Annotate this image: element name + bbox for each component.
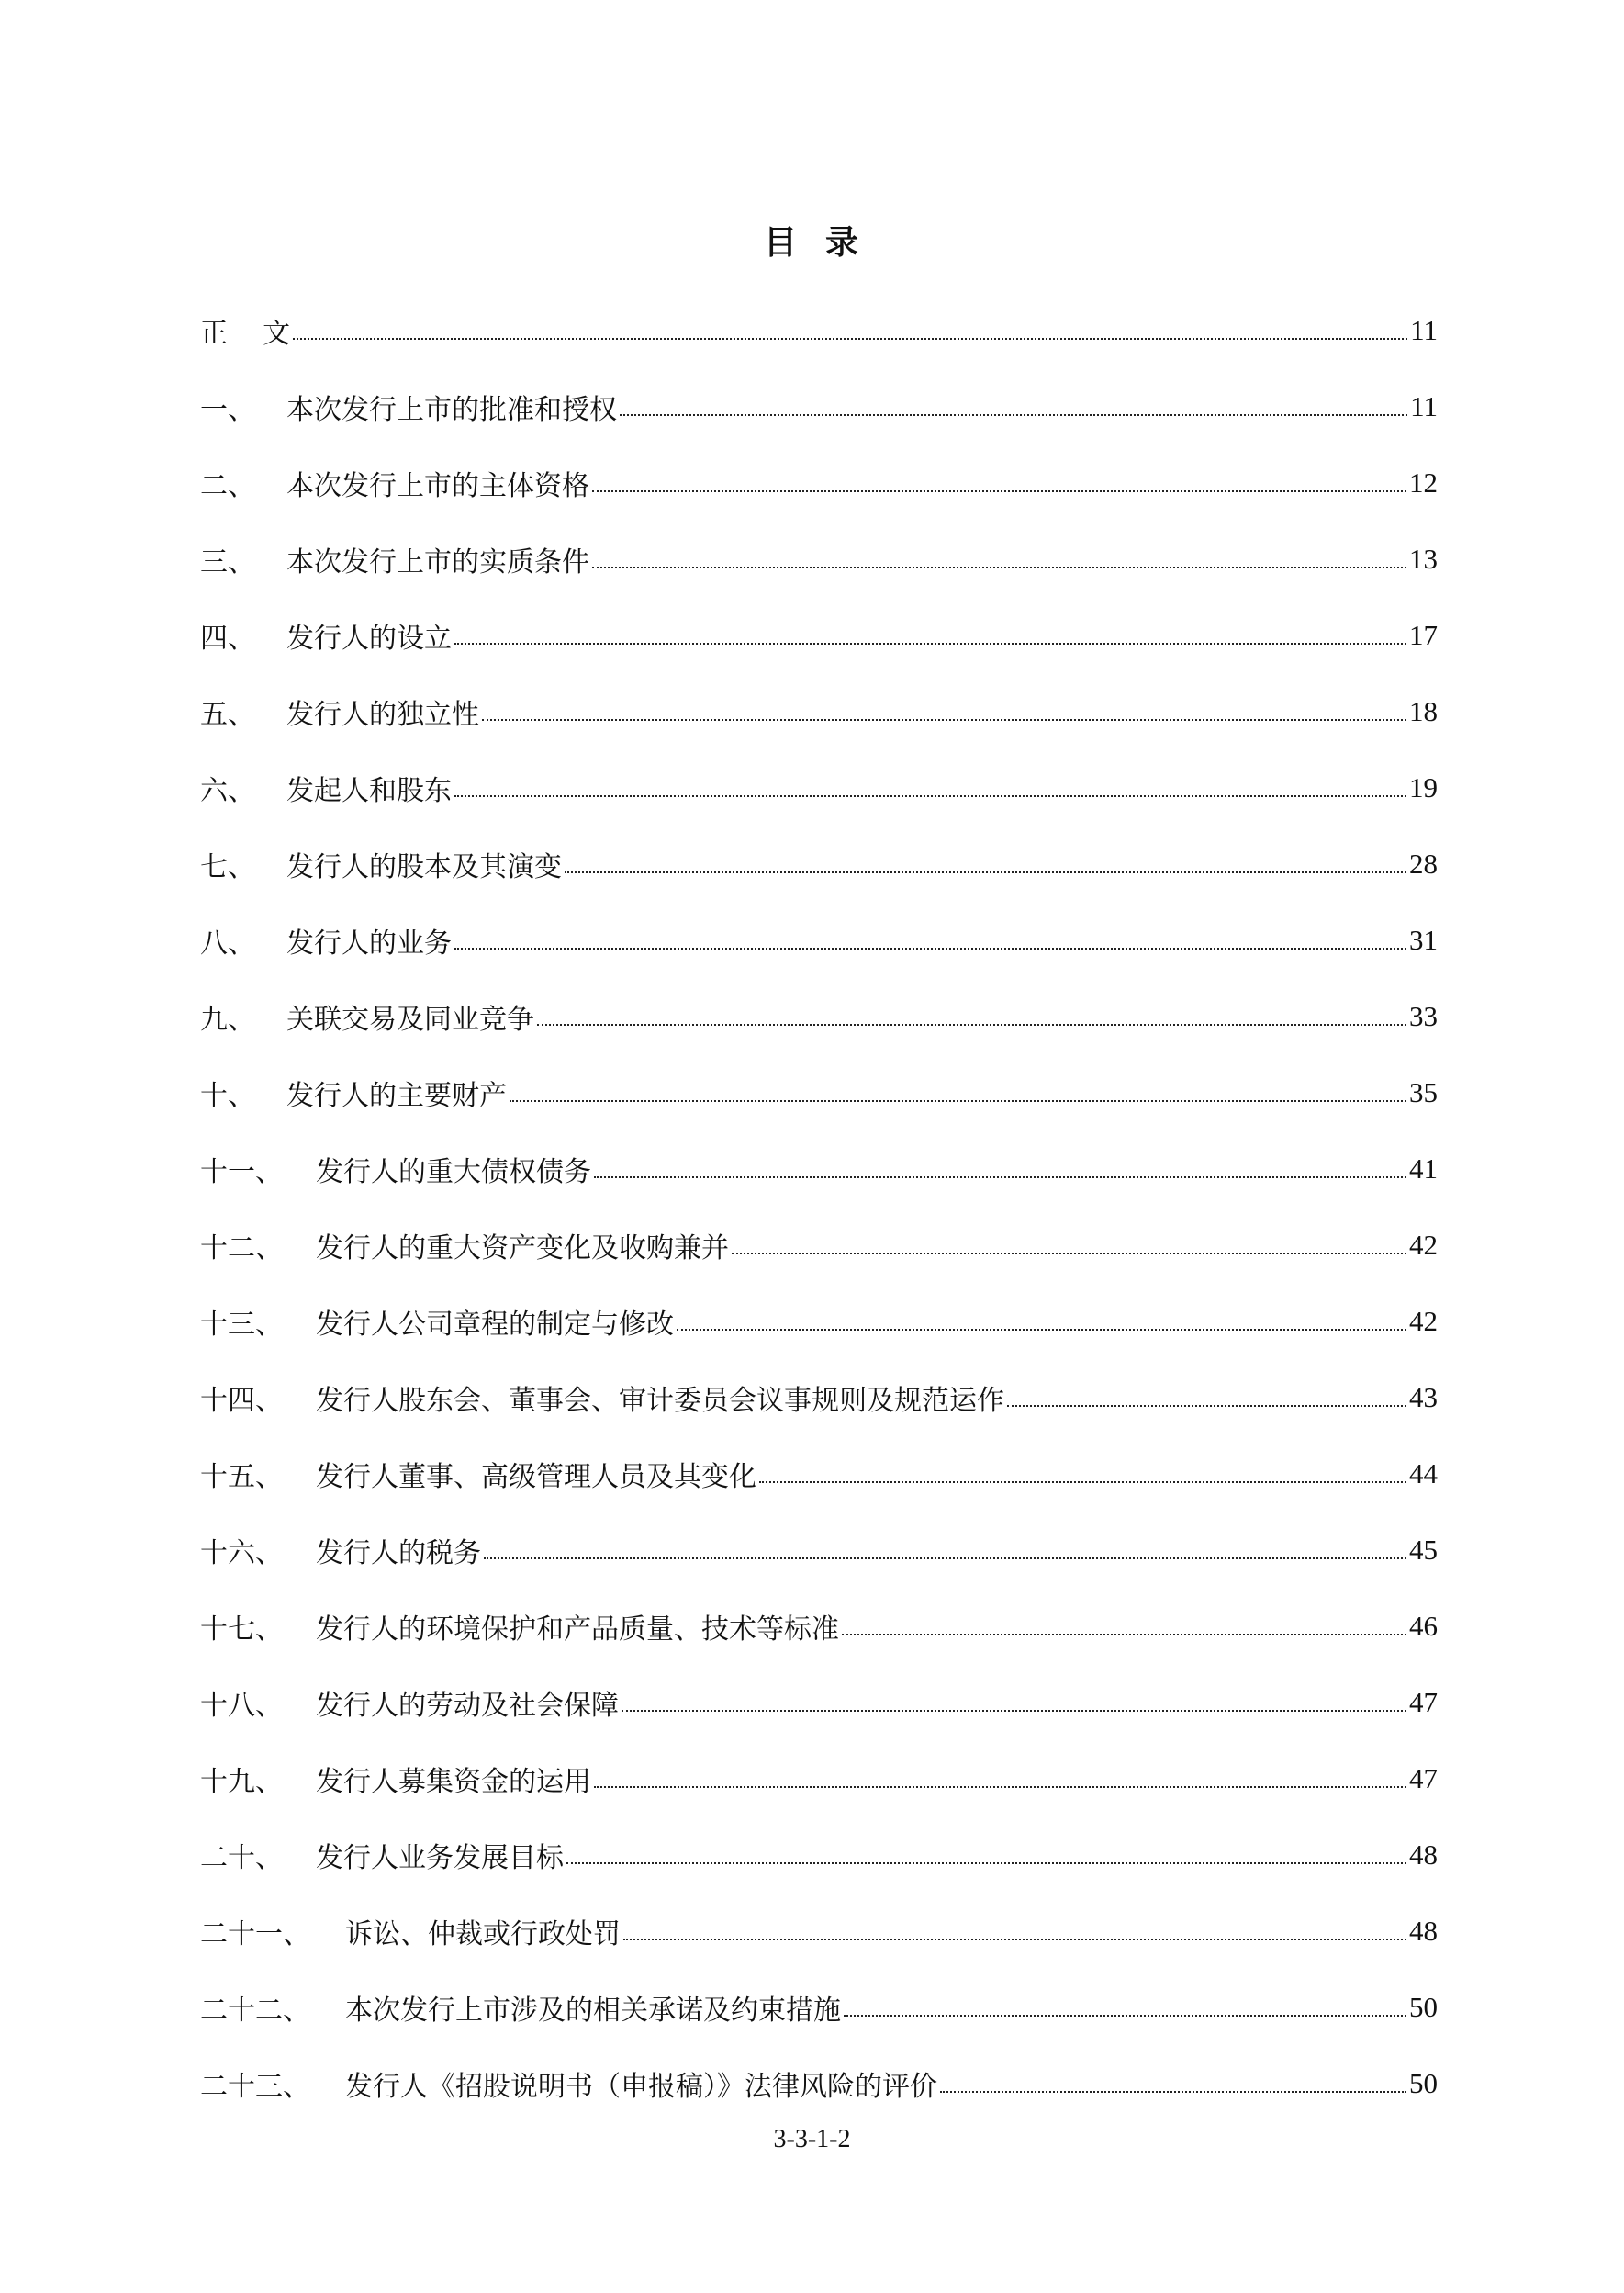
toc-entry[interactable] (200, 1664, 1438, 1740)
table-of-contents (200, 292, 1438, 2121)
toc-entry-page: 19 (1409, 770, 1438, 804)
dot-leader (484, 1557, 1406, 1559)
toc-entry-page: 47 (1409, 1685, 1438, 1718)
dot-leader (566, 1862, 1406, 1864)
toc-entry[interactable] (200, 444, 1438, 521)
toc-entry-title: 发行人业务发展目标 (316, 1841, 564, 1874)
dot-leader (622, 1710, 1406, 1712)
toc-entry-number: 二十一、 (200, 1917, 310, 1950)
toc-entry-title: 本次发行上市的批准和授权 (286, 393, 617, 426)
toc-entry-page: 46 (1409, 1609, 1438, 1642)
toc-entry-number: 十三、 (200, 1308, 283, 1341)
dot-leader (510, 1100, 1406, 1102)
toc-entry-title: 诉讼、仲裁或行政处罚 (345, 1917, 621, 1950)
toc-entry[interactable] (200, 1435, 1438, 1512)
toc-entry-number: 十二、 (200, 1231, 283, 1265)
toc-entry[interactable] (200, 292, 1438, 368)
toc-entry-page: 11 (1410, 389, 1438, 422)
dot-leader (454, 948, 1406, 950)
toc-entry[interactable] (200, 826, 1438, 902)
toc-entry-number: 一、 (200, 393, 255, 426)
toc-entry-title: 发行人的税务 (316, 1536, 481, 1569)
dot-leader (565, 871, 1406, 873)
dot-leader (623, 1939, 1406, 1940)
toc-entry-page: 50 (1409, 1990, 1438, 2023)
toc-entry-page: 35 (1409, 1075, 1438, 1108)
toc-entry-title: 发行人《招股说明书（申报稿）》法律风险的评价 (345, 2070, 937, 2103)
toc-entry-number: 二、 (200, 469, 255, 502)
toc-entry[interactable] (200, 368, 1438, 444)
toc-entry-number: 六、 (200, 774, 255, 807)
toc-entry-title: 发行人的股本及其演变 (286, 850, 562, 883)
toc-entry-title: 本次发行上市的主体资格 (286, 469, 589, 502)
toc-entry-page: 13 (1409, 542, 1438, 575)
toc-entry-number: 九、 (200, 1003, 255, 1036)
toc-entry-number: 二十、 (200, 1841, 283, 1874)
toc-entry[interactable] (200, 1816, 1438, 1893)
toc-entry-page: 17 (1409, 618, 1438, 651)
toc-entry-number: 十七、 (200, 1613, 283, 1646)
toc-entry-number: 二十二、 (200, 1994, 310, 2027)
dot-leader (844, 2015, 1406, 2017)
dot-leader (454, 795, 1406, 797)
toc-entry-page: 43 (1409, 1380, 1438, 1413)
toc-entry-page: 47 (1409, 1761, 1438, 1794)
toc-entry-page: 48 (1409, 1914, 1438, 1947)
toc-entry-title: 发行人公司章程的制定与修改 (316, 1308, 674, 1341)
toc-entry[interactable] (200, 521, 1438, 597)
dot-leader (454, 643, 1406, 645)
dot-leader (293, 338, 1407, 340)
toc-entry-number: 十五、 (200, 1460, 283, 1493)
toc-entry-title: 本次发行上市涉及的相关承诺及约束措施 (345, 1994, 841, 2027)
toc-entry-title: 发行人股东会、董事会、审计委员会议事规则及规范运作 (316, 1384, 1004, 1417)
toc-entry[interactable] (200, 1740, 1438, 1816)
dot-leader (842, 1634, 1406, 1635)
dot-leader (759, 1481, 1406, 1483)
toc-entry-number: 五、 (200, 698, 255, 731)
toc-entry[interactable] (200, 1130, 1438, 1207)
toc-entry-page: 33 (1409, 999, 1438, 1032)
toc-entry-title: 发行人的独立性 (286, 698, 479, 731)
toc-entry[interactable] (200, 1512, 1438, 1588)
toc-entry[interactable] (200, 1054, 1438, 1130)
toc-entry-number: 十、 (200, 1079, 255, 1112)
toc-entry-page: 11 (1410, 313, 1438, 346)
toc-entry-page: 48 (1409, 1838, 1438, 1871)
toc-entry-number: 十九、 (200, 1765, 283, 1798)
toc-entry[interactable] (200, 1969, 1438, 2045)
toc-entry[interactable] (200, 1283, 1438, 1359)
toc-entry[interactable] (200, 749, 1438, 826)
dot-leader (1007, 1405, 1406, 1407)
toc-entry-title: 发行人的重大债权债务 (316, 1155, 591, 1188)
toc-entry-page: 12 (1409, 466, 1438, 499)
toc-entry-title: 发起人和股东 (286, 774, 452, 807)
dot-leader (594, 1786, 1406, 1788)
toc-entry-title: 正 文 (200, 317, 291, 350)
dot-leader (537, 1024, 1406, 1026)
toc-entry-number: 十四、 (200, 1384, 283, 1417)
toc-entry-page: 42 (1409, 1304, 1438, 1337)
toc-entry-number: 八、 (200, 927, 255, 960)
toc-entry-title: 发行人募集资金的运用 (316, 1765, 591, 1798)
toc-entry[interactable] (200, 673, 1438, 749)
toc-entry-number: 十八、 (200, 1689, 283, 1722)
toc-entry-title: 关联交易及同业竞争 (286, 1003, 534, 1036)
dot-leader (592, 490, 1406, 492)
toc-entry-page: 41 (1409, 1152, 1438, 1185)
toc-entry[interactable] (200, 597, 1438, 673)
toc-entry-title: 发行人的业务 (286, 927, 452, 960)
toc-entry-page: 50 (1409, 2066, 1438, 2099)
dot-leader (594, 1176, 1406, 1178)
page-title: 目 录 (763, 223, 861, 262)
toc-entry-title: 本次发行上市的实质条件 (286, 545, 589, 579)
dot-leader (620, 414, 1407, 416)
toc-entry-title: 发行人的环境保护和产品质量、技术等标准 (316, 1613, 839, 1646)
toc-entry[interactable] (200, 1359, 1438, 1435)
toc-entry-number: 四、 (200, 622, 255, 655)
toc-entry-page: 18 (1409, 694, 1438, 727)
toc-entry-title: 发行人的重大资产变化及收购兼并 (316, 1231, 729, 1265)
toc-entry-number: 十六、 (200, 1536, 283, 1569)
toc-entry-page: 45 (1409, 1533, 1438, 1566)
toc-entry-page: 31 (1409, 923, 1438, 956)
toc-entry[interactable] (200, 902, 1438, 978)
toc-entry-title: 发行人的设立 (286, 622, 452, 655)
dot-leader (482, 719, 1406, 721)
toc-entry[interactable] (200, 1588, 1438, 1664)
dot-leader (940, 2091, 1406, 2093)
toc-entry[interactable] (200, 1893, 1438, 1969)
toc-entry-title: 发行人董事、高级管理人员及其变化 (316, 1460, 756, 1493)
toc-entry-page: 42 (1409, 1228, 1438, 1261)
dot-leader (677, 1329, 1406, 1331)
toc-entry[interactable] (200, 2045, 1438, 2121)
dot-leader (732, 1253, 1406, 1254)
toc-entry-page: 44 (1409, 1456, 1438, 1489)
toc-entry[interactable] (200, 1207, 1438, 1283)
toc-entry-title: 发行人的主要财产 (286, 1079, 507, 1112)
toc-entry-number: 三、 (200, 545, 255, 579)
page-number-footer: 3-3-1-2 (773, 2125, 851, 2153)
toc-entry-number: 二十三、 (200, 2070, 310, 2103)
toc-entry-title: 发行人的劳动及社会保障 (316, 1689, 619, 1722)
toc-entry-number: 七、 (200, 850, 255, 883)
dot-leader (592, 567, 1406, 568)
toc-entry-page: 28 (1409, 847, 1438, 880)
toc-entry[interactable] (200, 978, 1438, 1054)
toc-entry-number: 十一、 (200, 1155, 283, 1188)
